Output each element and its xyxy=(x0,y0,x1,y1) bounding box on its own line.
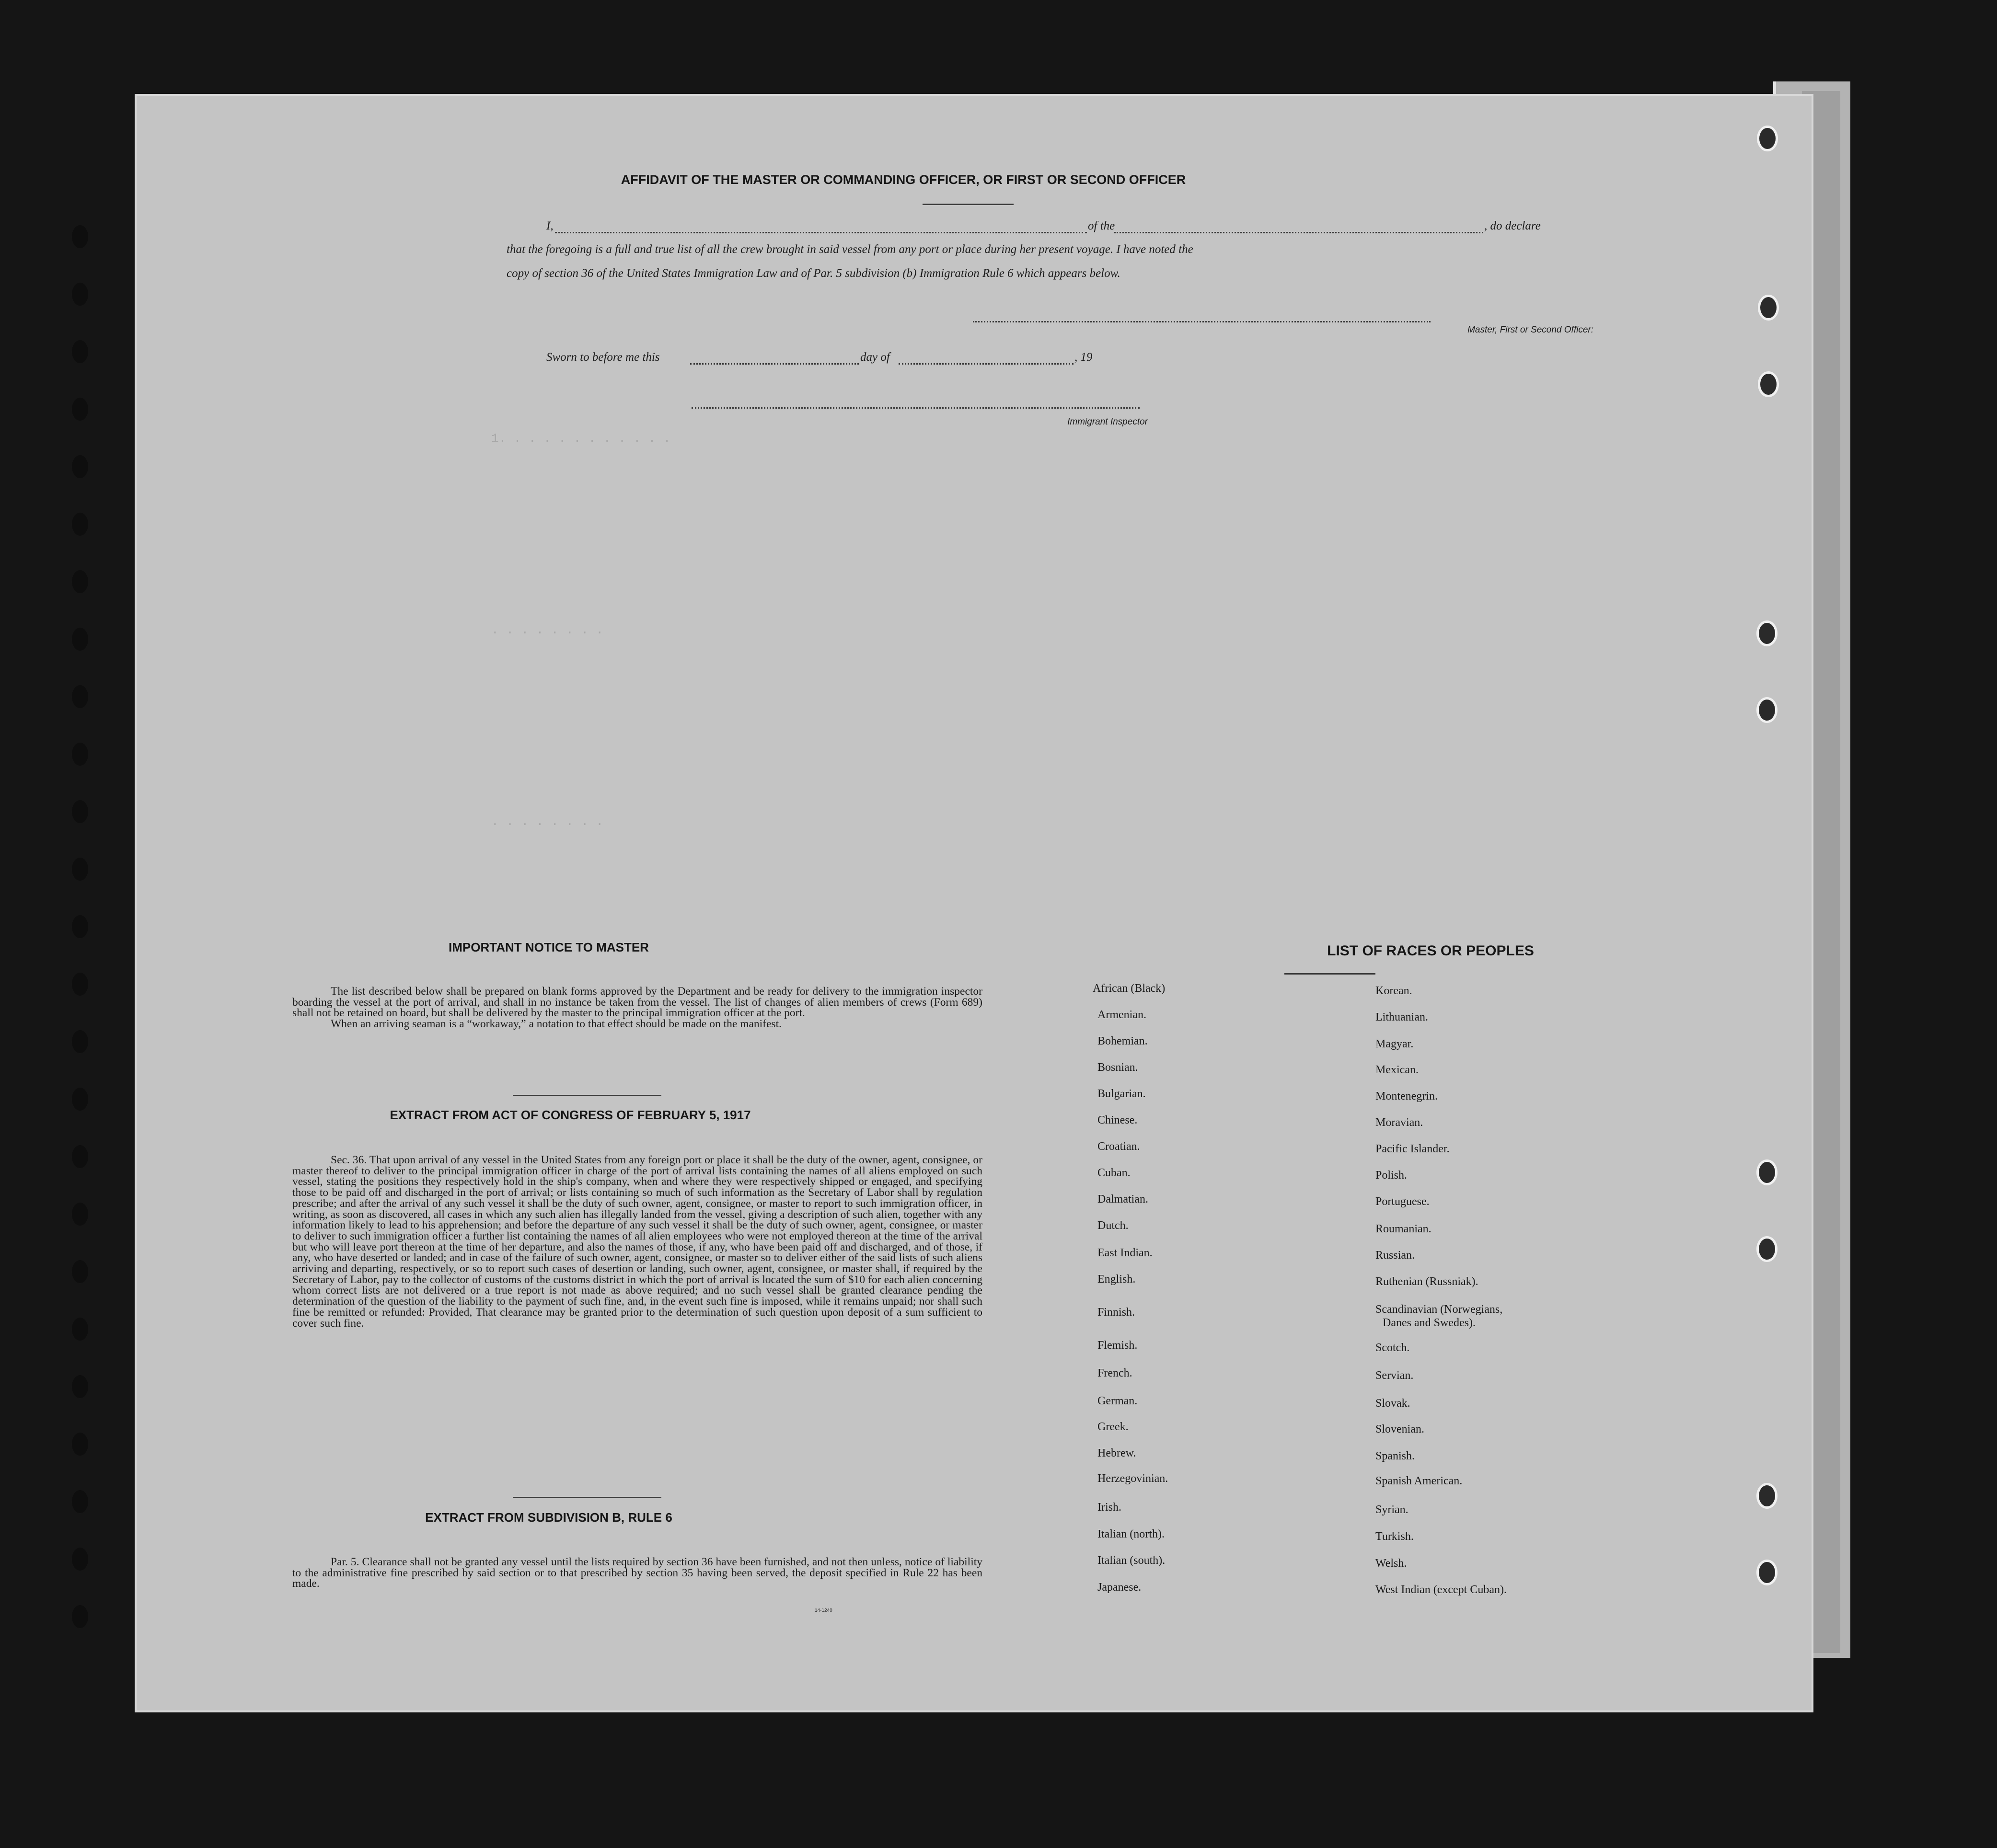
punch-hole xyxy=(72,455,88,478)
race-item: Lithuanian. xyxy=(1375,1011,1428,1023)
officer-signature-field[interactable] xyxy=(973,321,1431,322)
race-item: Mexican. xyxy=(1375,1064,1419,1076)
affidavit-line-3: copy of section 36 of the United States Immigration Law and of Par. 5 subdivision (b) Immigration Rule 6 which appears below. xyxy=(507,267,1120,280)
race-item: African (Black) xyxy=(1093,982,1166,995)
punch-hole xyxy=(72,858,88,881)
race-item: Spanish American. xyxy=(1375,1475,1463,1487)
bleed-through-row: . . . . . . . . xyxy=(491,815,604,829)
vessel-name-field[interactable] xyxy=(1114,232,1483,233)
punch-hole xyxy=(72,1145,88,1168)
page-punch-hole xyxy=(1756,620,1778,646)
punch-hole xyxy=(72,1088,88,1111)
race-item: Roumanian. xyxy=(1375,1223,1431,1235)
punch-hole xyxy=(72,1260,88,1283)
notice-text xyxy=(292,986,982,1030)
page-punch-hole xyxy=(1756,697,1778,723)
notice-paragraph-1: The list described below shall be prepared on blank forms approved by the Department and be ready for delivery to the immigration inspector boarding the vessel at the port of arrival, and shall in no instance be taken from the vessel. The list of changes of alien members of crews (Form 689) shall not be retained on board, but shall be delivered by the master to the principal immigration officer at the port. xyxy=(292,985,982,1020)
notice-title: IMPORTANT NOTICE TO MASTER xyxy=(449,940,649,954)
race-item: Spanish. xyxy=(1375,1450,1415,1462)
punch-hole xyxy=(72,1030,88,1053)
act-extract-title: EXTRACT FROM ACT OF CONGRESS OF FEBRUARY 5, 1917 xyxy=(390,1108,751,1122)
page-punch-hole xyxy=(1758,371,1779,397)
officer-name-field[interactable] xyxy=(555,232,1087,233)
punch-hole xyxy=(72,340,88,363)
punch-hole xyxy=(72,1433,88,1456)
par-5-text: Par. 5. Clearance shall not be granted any vessel until the lists required by section 36 have been furnished, and not then unless, notice of liability to the administrative fine prescribed by said section or to that prescribed by section 35 having been served, the deposit specified in Rule 22 has been made. xyxy=(292,1556,982,1590)
punch-hole xyxy=(72,570,88,593)
race-item: Bulgarian. xyxy=(1097,1088,1146,1100)
race-item: Montenegrin. xyxy=(1375,1090,1438,1102)
notice-paragraph-2: When an arriving seaman is a “workaway,” a notation to that effect should be made on the manifest. xyxy=(331,1018,782,1031)
page-punch-hole xyxy=(1756,1560,1778,1585)
race-item: Croatian. xyxy=(1097,1140,1140,1153)
punch-hole xyxy=(72,283,88,306)
form-number: 14-1240 xyxy=(815,1608,832,1613)
races-title-rule xyxy=(1284,973,1375,975)
bleed-through-row: . . . . . . . . xyxy=(491,623,604,637)
race-item: West Indian (except Cuban). xyxy=(1375,1584,1507,1596)
race-item: Servian. xyxy=(1375,1369,1414,1382)
punch-hole xyxy=(72,743,88,766)
page-punch-hole xyxy=(1756,1159,1778,1185)
race-item: Chinese. xyxy=(1097,1114,1138,1126)
race-item: Moravian. xyxy=(1375,1116,1423,1129)
race-item: Japanese. xyxy=(1097,1581,1142,1594)
race-item: Finnish. xyxy=(1097,1306,1135,1319)
punch-hole xyxy=(72,225,88,248)
signature-caption: Master, First or Second Officer: xyxy=(1467,325,1593,335)
race-item: Dutch. xyxy=(1097,1219,1129,1232)
punch-hole xyxy=(72,1318,88,1341)
affidavit-i-label: I, xyxy=(546,219,554,232)
punch-hole xyxy=(72,628,88,651)
affidavit-do-declare: , do declare xyxy=(1484,219,1541,232)
inspector-caption: Immigrant Inspector xyxy=(1067,417,1148,427)
page-punch-hole xyxy=(1756,1236,1778,1262)
bleed-through-row: 1. . . . . . . . . . . . xyxy=(491,431,671,446)
inspector-signature-field[interactable] xyxy=(692,407,1140,409)
race-item: Russian. xyxy=(1375,1249,1415,1262)
punch-hole xyxy=(72,398,88,421)
punch-hole xyxy=(72,513,88,536)
race-item: Polish. xyxy=(1375,1169,1408,1182)
punch-hole xyxy=(72,1203,88,1226)
race-item: Italian (south). xyxy=(1097,1554,1166,1567)
section-rule xyxy=(513,1095,661,1096)
sworn-day-field[interactable] xyxy=(690,363,859,365)
race-item: Welsh. xyxy=(1375,1557,1407,1570)
race-item: Flemish. xyxy=(1097,1339,1138,1352)
manifest-page xyxy=(137,96,1812,1710)
race-item: Italian (north). xyxy=(1097,1528,1165,1540)
punch-hole xyxy=(72,685,88,708)
affidavit-of-the-label: of the xyxy=(1088,219,1115,232)
punch-hole xyxy=(72,1548,88,1571)
year-label: , 19 xyxy=(1074,351,1093,364)
page-punch-hole xyxy=(1758,295,1779,321)
title-rule xyxy=(923,204,1014,205)
race-item: Armenian. xyxy=(1097,1009,1146,1021)
affidavit-line-2: that the foregoing is a full and true list of all the crew brought in said vessel from any port or place during her present voyage. I have noted the xyxy=(507,243,1193,256)
race-item: Turkish. xyxy=(1375,1530,1414,1543)
race-item: Magyar. xyxy=(1375,1038,1414,1050)
affidavit-title: AFFIDAVIT OF THE MASTER OR COMMANDING OFFICER, OR FIRST OR SECOND OFFICER xyxy=(621,172,1186,187)
punch-hole xyxy=(72,1490,88,1513)
section-rule xyxy=(513,1497,661,1498)
race-item: Hebrew. xyxy=(1097,1447,1136,1459)
race-item: Cuban. xyxy=(1097,1167,1131,1179)
race-item: Slovenian. xyxy=(1375,1423,1424,1435)
races-title: LIST OF RACES OR PEOPLES xyxy=(1327,943,1534,959)
race-item: Ruthenian (Russniak). xyxy=(1375,1275,1478,1288)
race-item: East Indian. xyxy=(1097,1247,1153,1259)
race-item: German. xyxy=(1097,1395,1138,1407)
race-item: Irish. xyxy=(1097,1501,1121,1514)
race-item: English. xyxy=(1097,1273,1136,1286)
race-item: Bohemian. xyxy=(1097,1035,1148,1047)
race-item: Slovak. xyxy=(1375,1397,1410,1410)
punch-hole xyxy=(72,1605,88,1628)
page-punch-hole xyxy=(1757,126,1778,151)
race-item: Dalmatian. xyxy=(1097,1193,1148,1205)
punch-hole xyxy=(72,800,88,823)
race-item: Scandinavian (Norwegians, xyxy=(1375,1303,1503,1316)
rule-extract-title: EXTRACT FROM SUBDIVISION B, RULE 6 xyxy=(425,1510,672,1525)
sworn-label: Sworn to before me this xyxy=(546,351,660,364)
race-item: Bosnian. xyxy=(1097,1061,1138,1074)
rule-extract-text xyxy=(292,1557,982,1589)
race-item: Herzegovinian. xyxy=(1097,1472,1168,1485)
race-item: Portuguese. xyxy=(1375,1195,1430,1208)
punch-hole xyxy=(72,915,88,938)
sworn-month-field[interactable] xyxy=(899,363,1074,365)
race-item: Pacific Islander. xyxy=(1375,1143,1450,1155)
section-36-text: Sec. 36. That upon arrival of any vessel in the United States from any foreign port or place it shall be the duty of the owner, agent, consignee, or master thereof to deliver to the principal immigration officer in charge of the port of arrival lists containing the names of all aliens employed on such vessel, stating the positions they respectively hold in the ship's company, when and where they were respectively shipped or engaged, and specifying those to be paid off and discharged in the port of arrival; or lists containing so much of such information as the Secretary of Labor shall by regulation prescribe; and after the arrival of any such vessel it shall be the duty of such owner, agent, consignee, or master to report to such immigration officer, in writing, as soon as discovered, all cases in which any such alien has illegally landed from the vessel, giving a description of such alien, together with any information likely to lead to his apprehension; and before the departure of any such vessel it shall be the duty of such owner, agent, consignee, or master to deliver to such immigration officer a further list containing the names of all alien employees who were not employed thereon at the time of the arrival but who will leave port thereon at the time of her departure, and also the names of those, if any, who have been paid off and discharged, and of those, if any, who have deserted or landed; and in case of the failure of such owner, agent, consignee, or master so to deliver either of the said lists of such aliens arriving and departing, respectively, or so to report such cases of desertion or landing, such owner, agent, consignee, or master shall, if required by the Secretary of Labor, pay to the collector of customs of the customs district in which the port of arrival is located the sum of $10 for each alien concerning whom correct lists are not delivered or a true report is not made as above required; and no such vessel shall be granted clearance pending the determination of the question of the liability to the payment of such fine, and, in the event such fine is imposed, while it remains unpaid; nor shall such fine be remitted or refunded: Provided, That clearance may be granted prior to the determination of such question upon deposit of a sum sufficient to cover such fine. xyxy=(292,1154,982,1330)
race-item: Syrian. xyxy=(1375,1504,1408,1516)
race-item: Danes and Swedes). xyxy=(1383,1317,1476,1329)
day-of-label: day of xyxy=(860,351,890,364)
race-item: Scotch. xyxy=(1375,1342,1410,1354)
race-item: Korean. xyxy=(1375,985,1412,997)
punch-hole xyxy=(72,973,88,996)
race-item: Greek. xyxy=(1097,1421,1129,1433)
act-extract-text xyxy=(292,1155,982,1329)
page-punch-hole xyxy=(1756,1483,1778,1509)
punch-hole xyxy=(72,1375,88,1398)
race-item: French. xyxy=(1097,1367,1132,1379)
